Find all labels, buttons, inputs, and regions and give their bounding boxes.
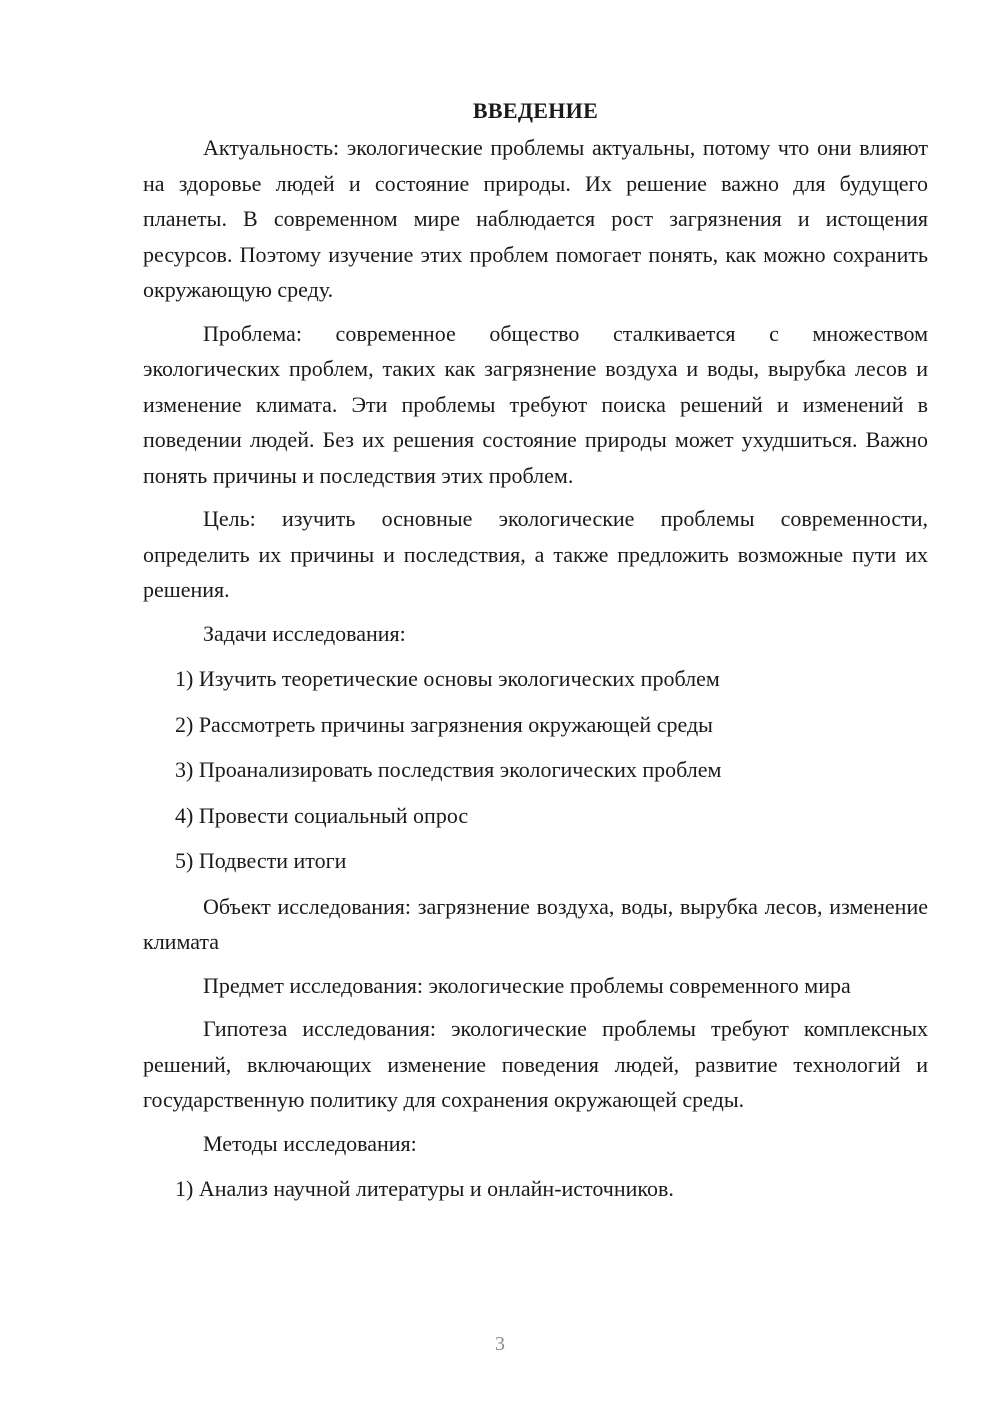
task-item: 3) Проанализировать последствия экологических проблем bbox=[175, 757, 722, 782]
task-item: 5) Подвести итоги bbox=[175, 848, 347, 873]
method-item: 1) Анализ научной литературы и онлайн-источников. bbox=[175, 1176, 674, 1201]
tasks-label: Задачи исследования: bbox=[203, 620, 406, 646]
methods-list bbox=[143, 1171, 928, 1207]
section-heading: ВВЕДЕНИЕ bbox=[472, 98, 599, 123]
page-content bbox=[143, 96, 928, 1217]
methods-label: Методы исследования: bbox=[203, 1130, 417, 1156]
hypothesis-paragraph: Гипотеза исследования: экологические проблемы требуют комплексных решений, включающих изменение поведения людей, развитие технологий и государственную политику для сохранения окружающей среды. bbox=[143, 1016, 928, 1112]
task-item: 1) Изучить теоретические основы экологических проблем bbox=[175, 666, 720, 691]
relevance-paragraph: Актуальность: экологические проблемы актуальны, потому что они влияют на здоровье людей и состояние природы. Их решение важно для будущего планеты. В современном мире наблюдается рост загрязнения и истощения ресурсов. Поэтому изучение этих проблем помогает понять, как можно сохранить окружающую среду. bbox=[143, 135, 928, 302]
subject-paragraph: Предмет исследования: экологические проблемы современного мира bbox=[203, 972, 851, 998]
task-item: 4) Провести социальный опрос bbox=[175, 802, 469, 828]
object-paragraph: Объект исследования: загрязнение воздуха, воды, вырубка лесов, изменение климата bbox=[143, 893, 928, 954]
goal-paragraph: Цель: изучить основные экологические проблемы современности, определить их причины и последствия, а также предложить возможные пути их решения. bbox=[143, 506, 928, 602]
page-number: 3 bbox=[495, 1333, 505, 1355]
tasks-list bbox=[143, 661, 928, 879]
problem-paragraph: Проблема: современное общество сталкивается с множеством экологических проблем, таких как загрязнение воздуха и воды, вырубка лесов и изменение климата. Эти проблемы требуют поиска решений и изменений в поведении людей. Без их решения состояние природы может ухудшиться. Важно понять причины и последствия этих проблем. bbox=[143, 320, 928, 488]
task-item: 2) Рассмотреть причины загрязнения окружающей среды bbox=[175, 711, 713, 737]
